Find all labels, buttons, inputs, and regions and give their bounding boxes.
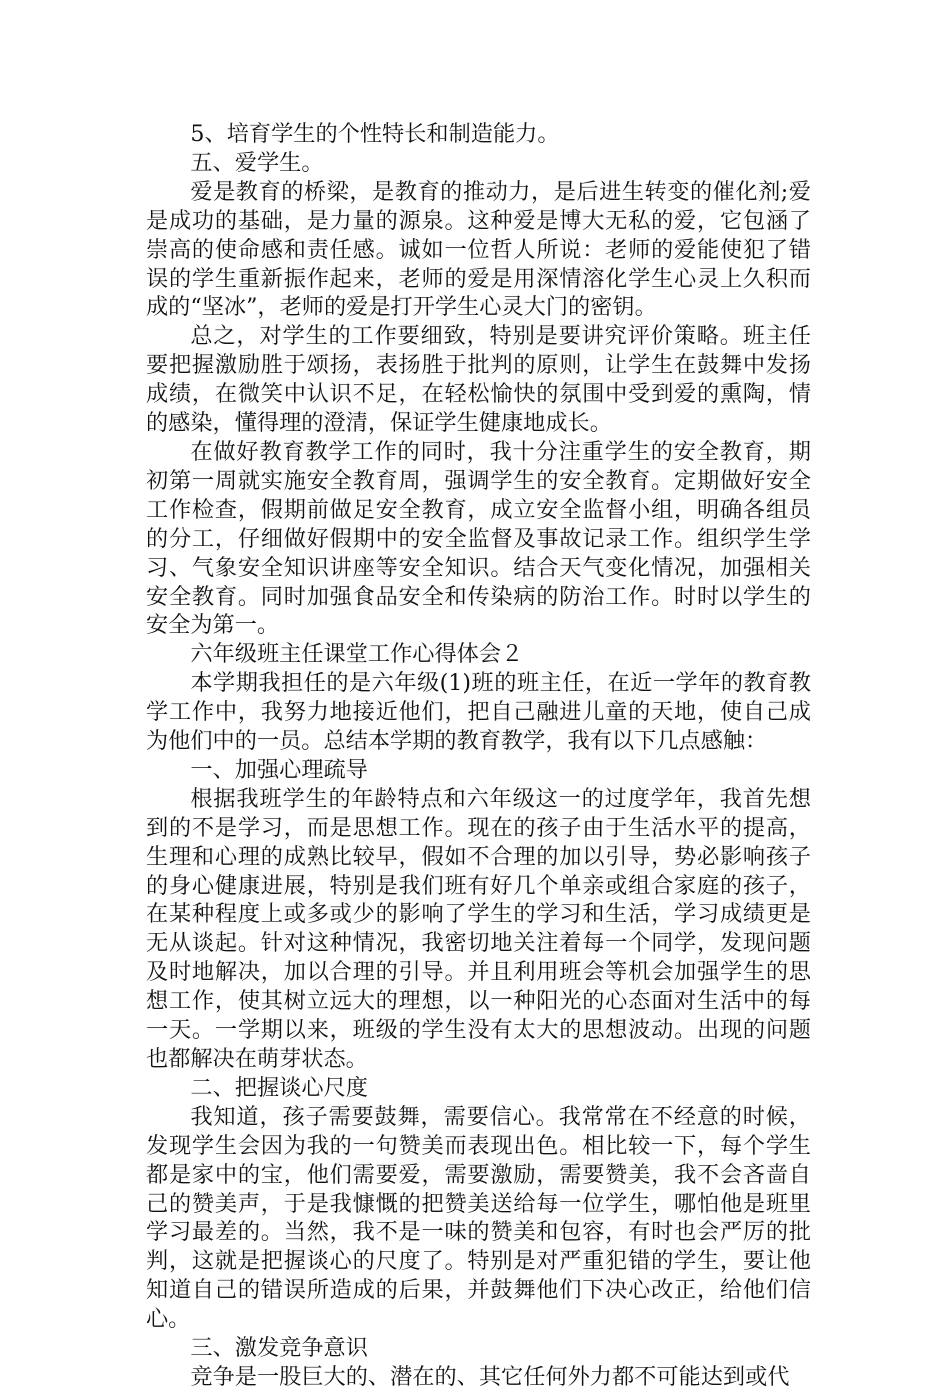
paragraph-competition: 竞争是一股巨大的、潜在的、其它任何外力都不可能达到或代 [190,1363,790,1390]
paragraph-safety: 在做好教育教学工作的同时，我十分注重学生的安全教育，期初第一周就实施安全教育周，强调学生的安全教育。定期做好安全工作检查，假期前做足安全教育，成立安全监督小组，明确各组员的分工，仔细做好假期中的安全监督及事故记录工作。组织学生学习、气象安全知识讲座等安全知识。结合天气变化情况，加强相关安全教育。同时加强食品安全和传染病的防治工作。时时以学生的安全为第一。 [146,438,811,639]
section-heading-3: 三、激发竞争意识 [190,1335,368,1362]
section-heading-2: 二、把握谈心尺度 [190,1074,368,1101]
section-item-5: 5、培育学生的个性特长和制造能力。 [190,121,560,147]
paragraph-summary: 总之，对学生的工作要细致，特别是要讲究评价策略。班主任要把握激励胜于颂扬，表扬胜于批判的原则，让学生在鼓舞中发扬成绩，在微笑中认识不足，在轻松愉快的氛围中受到爱的熏陶，情的感染，懂得理的澄清，保证学生健康地成长。 [146,323,811,437]
article-title-2: 六年级班主任课堂工作心得体会２ [190,641,524,668]
paragraph-talk: 我知道，孩子需要鼓舞，需要信心。我常常在不经意的时候，发现学生会因为我的一句赞美而表现出色。相比较一下，每个学生都是家中的宝，他们需要爱，需要激励，需要赞美，我不会吝啬自己的赞美声，于是我慷慨的把赞美送给每一位学生，哪怕他是班里学习最差的。当然，我不是一味的赞美和包容，有时也会严厉的批判，这就是把握谈心的尺度了。特别是对严重犯错的学生，要让他知道自己的错误所造成的后果，并鼓舞他们下决心改正，给他们信心。 [146,1103,811,1333]
document-page [146,120,811,1392]
paragraph-intro: 本学期我担任的是六年级(1)班的班主任，在近一学年的教育教学工作中，我努力地接近他们，把自己融进儿童的天地，使自己成为他们中的一员。总结本学期的教育教学，我有以下几点感触： [146,670,811,755]
section-heading-1: 一、加强心理疏导 [190,756,368,783]
section-heading-5: 五、爱学生。 [190,149,324,176]
paragraph-psychology: 根据我班学生的年龄特点和六年级这一的过度学年，我首先想到的不是学习，而是思想工作。现在的孩子由于生活水平的提高，生理和心理的成熟比较早，假如不合理的加以引导，势必影响孩子的身心健康进展，特别是我们班有好几个单亲或组合家庭的孩子，在某种程度上或多或少的影响了学生的学习和生活，学习成绩更是无从谈起。针对这种情况，我密切地关注着每一个同学，发现问题及时地解决，加以合理的引导。并且利用班会等机会加强学生的思想工作，使其树立远大的理想，以一种阳光的心态面对生活中的每一天。一学期以来，班级的学生没有太大的思想波动。出现的问题也都解决在萌芽状态。 [146,785,811,1072]
paragraph-love: 爱是教育的桥梁，是教育的推动力，是后进生转变的催化剂;爱是成功的基础，是力量的源泉。这种爱是博大无私的爱，它包涵了崇高的使命感和责任感。诚如一位哲人所说：老师的爱能使犯了错误的学生重新振作起来，老师的爱是用深情溶化学生心灵上久积而成的“坚冰”，老师的爱是打开学生心灵大门的密钥。 [146,178,811,321]
